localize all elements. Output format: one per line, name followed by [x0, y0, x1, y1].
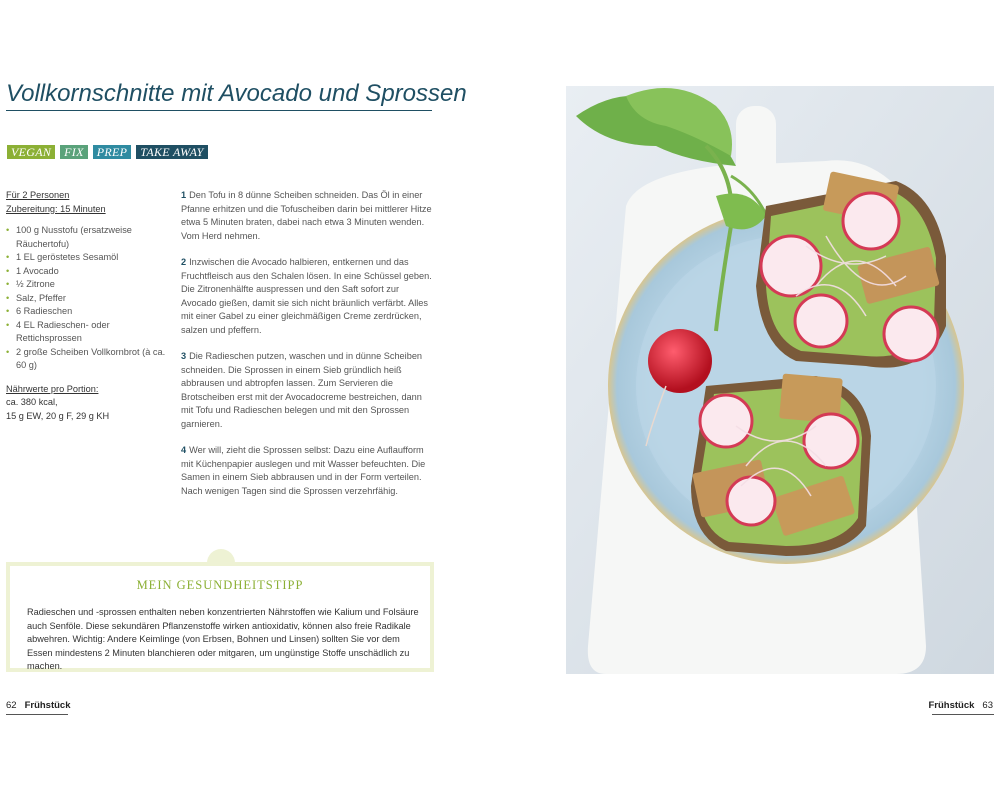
step-4: [181, 444, 432, 498]
ingredient-item: • 4 EL Radieschen- oder Rettichsprossen: [6, 319, 166, 346]
step-text: Wer will, zieht die Sprossen selbst: Dazu eine Auflaufform mit Küchenpapier auslegen und mit Wasser befeuchten. Die Samen in einem Sieb abbrausen und in der Form verteilen. Nach wenigen Tagen sind die Sprossen verzehrfähig.: [181, 445, 426, 496]
step-number: 3: [181, 351, 187, 361]
footer-right: [928, 700, 993, 711]
footer-rule-right: [932, 714, 994, 715]
step-number: 2: [181, 257, 187, 267]
tag-prep: PREP: [93, 145, 132, 159]
recipe-title: Vollkornschnitte mit Avocado und Sprossen: [6, 80, 467, 107]
whole-radish: [648, 329, 712, 393]
tag-vegan: VEGAN: [7, 145, 55, 159]
ingredient-item: • 2 große Scheiben Vollkornbrot (à ca. 60 g): [6, 346, 166, 373]
nutrition-heading: Nährwerte pro Portion:: [6, 383, 99, 394]
page-number-right: 63: [982, 700, 993, 711]
step-number: 4: [181, 445, 187, 455]
ingredient-item: • 6 Radieschen: [6, 305, 166, 319]
recipe-meta: [6, 189, 166, 423]
step-1: [181, 189, 432, 243]
tip-text: Radieschen und -sprossen enthalten neben konzentrierten Nährstoffen wie Kalium und Folsäure auch Senföle. Diese sekundären Pflanzenstoffe wirken antioxidativ, können also freie Radikale abwehren. Wichtig: Andere Keimlinge (von Erbsen, Bohnen und Linsen) sollten Sie vor dem Essen mindestens 2 Minuten blanchieren oder mitgaren, um ungünstige Stoffe unschädlich zu machen.: [27, 607, 419, 671]
tip-title: MEIN GESUNDHEITSTIPP: [136, 578, 304, 592]
step-number: 1: [181, 190, 187, 200]
section-label-left: Frühstück: [24, 700, 71, 711]
step-text: Inzwischen die Avocado halbieren, entkernen und das Fruchtfleisch aus den Schalen lösen. In eine Schüssel geben. Die Zitronenhälfte auspressen und den Saft sofort zur Avocado gießen, damit sie sich nicht bräunlich verfärbt. Alles mit einer Gabel zu einer gleichmäßigen Creme zerdrücken, salzen und pfeffern.: [181, 257, 432, 335]
ingredient-list: [6, 224, 166, 373]
footer-rule-left: [6, 714, 68, 715]
tag-fix: FIX: [60, 145, 88, 159]
ingredient-item: • 1 Avocado: [6, 265, 166, 279]
tag-take-away: TAKE AWAY: [136, 145, 207, 159]
ingredient-item: • ½ Zitrone: [6, 278, 166, 292]
ingredient-item: • 100 g Nusstofu (ersatzweise Räuchertofu): [6, 224, 166, 251]
step-text: Die Radieschen putzen, waschen und in dünne Scheiben schneiden. Die Sprossen in einem Sieb gründlich heiß abbrausen und abtropfen lassen. Zum Servieren die Brotscheiben erst mit der Avocadocreme bestreichen, dann mit Tofu und Radieschen belegen und mit den Sprossen garnieren.: [181, 351, 423, 429]
recipe-steps: [181, 189, 432, 511]
page-number-left: 62: [6, 700, 17, 711]
nutrition-kcal: ca. 380 kcal,: [6, 397, 58, 407]
step-2: [181, 256, 432, 337]
step-3: [181, 350, 432, 431]
health-tip-box: [6, 562, 434, 672]
footer-left: [6, 700, 71, 711]
servings: Für 2 Personen: [6, 190, 70, 200]
recipe-photo: [566, 86, 994, 674]
nutrition-macros: 15 g EW, 20 g F, 29 g KH: [6, 410, 110, 421]
recipe-tags: [7, 145, 208, 159]
step-text: Den Tofu in 8 dünne Scheiben schneiden. Das Öl in einer Pfanne erhitzen und die Tofuscheiben darin bei mittlerer Hitze etwa 5 Minuten braten, dabei nach etwa 3 Minuten wenden. Vom Herd nehmen.: [181, 190, 432, 241]
prep-time: Zubereitung: 15 Minuten: [6, 203, 106, 214]
recipe-photo-illustration: [566, 86, 994, 674]
ingredient-item: • 1 EL geröstetes Sesamöl: [6, 251, 166, 265]
section-label-right: Frühstück: [928, 700, 975, 711]
title-underline: [6, 110, 432, 111]
ingredient-item: • Salz, Pfeffer: [6, 292, 166, 306]
